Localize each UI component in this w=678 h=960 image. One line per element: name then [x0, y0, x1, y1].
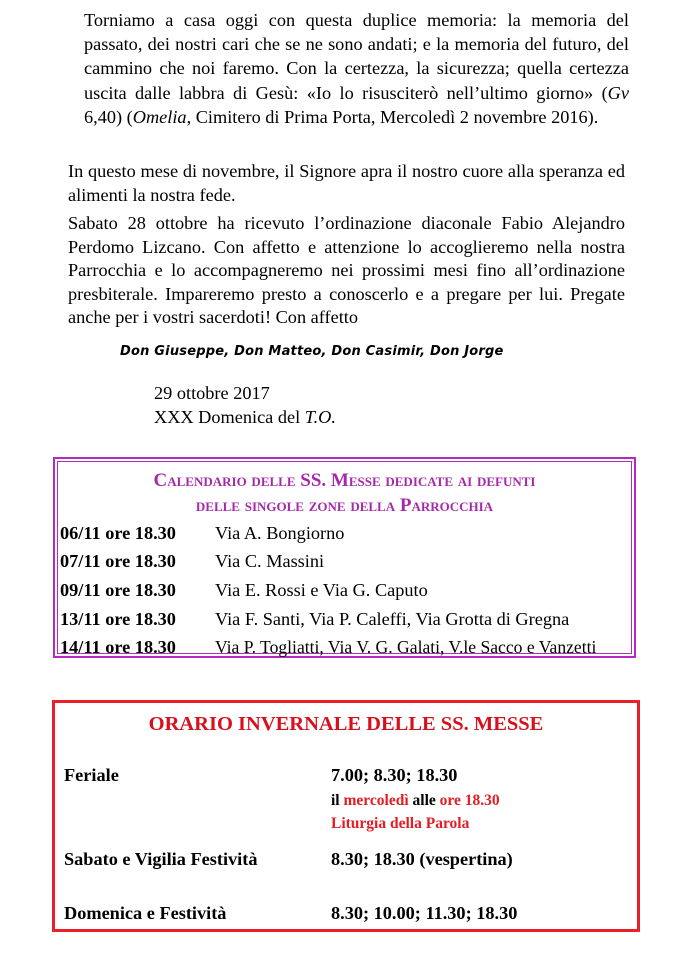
november-paragraph: In questo mese di novembre, il Signore apra il nostro cuore alla speranza ed alimenti la nostra fede. — [68, 161, 625, 205]
calendar-place: Via E. Rossi e Via G. Caputo — [215, 580, 428, 600]
calendar-date: 06/11 ore 18.30 — [60, 523, 176, 543]
wednesday-note: il mercoledì alle ore 18.30 — [331, 792, 500, 809]
date: 29 ottobre 2017 — [154, 383, 270, 403]
homily-quote — [84, 8, 629, 129]
liturgy-note: Liturgia della Parola — [331, 815, 470, 832]
quote-text: Torniamo a casa oggi con questa duplice memoria: la memoria del passato, dei nostri cari che se ne sono andati; e la memoria del futuro, del cammino che noi faremo. Con la certezza, la sicurezza; quella certezza uscita dalle labbra di Gesù: «Io lo risusciterò nell’ultimo giorno» (Gv 6,40) (Omelia, Cimitero di Prima Porta, Mercoledì 2 novembre 2016). — [84, 10, 629, 127]
calendar-date: 07/11 ore 18.30 — [60, 551, 176, 571]
weekday-times: 7.00; 8.30; 18.30 — [331, 765, 458, 785]
calendar-box — [53, 457, 636, 658]
calendar-date: 13/11 ore 18.30 — [60, 609, 176, 629]
signature: Don Giuseppe, Don Matteo, Don Casimir, Don Jorge — [120, 344, 504, 359]
ordination-paragraph: Sabato 28 ottobre ha ricevuto l’ordinazione diaconale Fabio Alejandro Perdomo Lizcano. Con affetto e attenzione lo accoglieremo nella nostra Parrocchia e lo accompagneremo nei prossimi mesi fino all’ordinazione presbiterale. Impareremo presto a conoscerlo e a pregare per lui. Pregate anche per i vostri sacerdoti! Con affetto — [68, 213, 625, 327]
saturday-label: Sabato e Vigilia Festività — [64, 849, 258, 869]
calendar-place: Via P. Togliatti, Via V. G. Galati, V.le Sacco e Vanzetti — [215, 637, 597, 657]
calendar-date: 14/11 ore 18.30 — [60, 637, 176, 657]
calendar-title: Calendario delle SS. Messe dedicate ai defunti delle singole zone della Parrocchia — [153, 470, 536, 516]
sunday-label: Domenica e Festività — [64, 903, 227, 923]
sunday-times: 8.30; 10.00; 11.30; 18.30 — [331, 903, 518, 923]
mass-schedule-title: ORARIO INVERNALE DELLE SS. MESSE — [148, 713, 544, 735]
weekday-label: Feriale — [64, 765, 119, 785]
calendar-place: Via C. Massini — [215, 551, 325, 571]
calendar-place: Via F. Santi, Via P. Caleffi, Via Grotta di Gregna — [215, 609, 570, 629]
liturgical-sunday: XXX Domenica del T.O. — [154, 407, 336, 427]
saturday-times: 8.30; 18.30 (vespertina) — [331, 849, 513, 869]
calendar-date: 09/11 ore 18.30 — [60, 580, 176, 600]
mass-schedule-box — [52, 700, 640, 932]
calendar-place: Via A. Bongiorno — [215, 523, 345, 543]
